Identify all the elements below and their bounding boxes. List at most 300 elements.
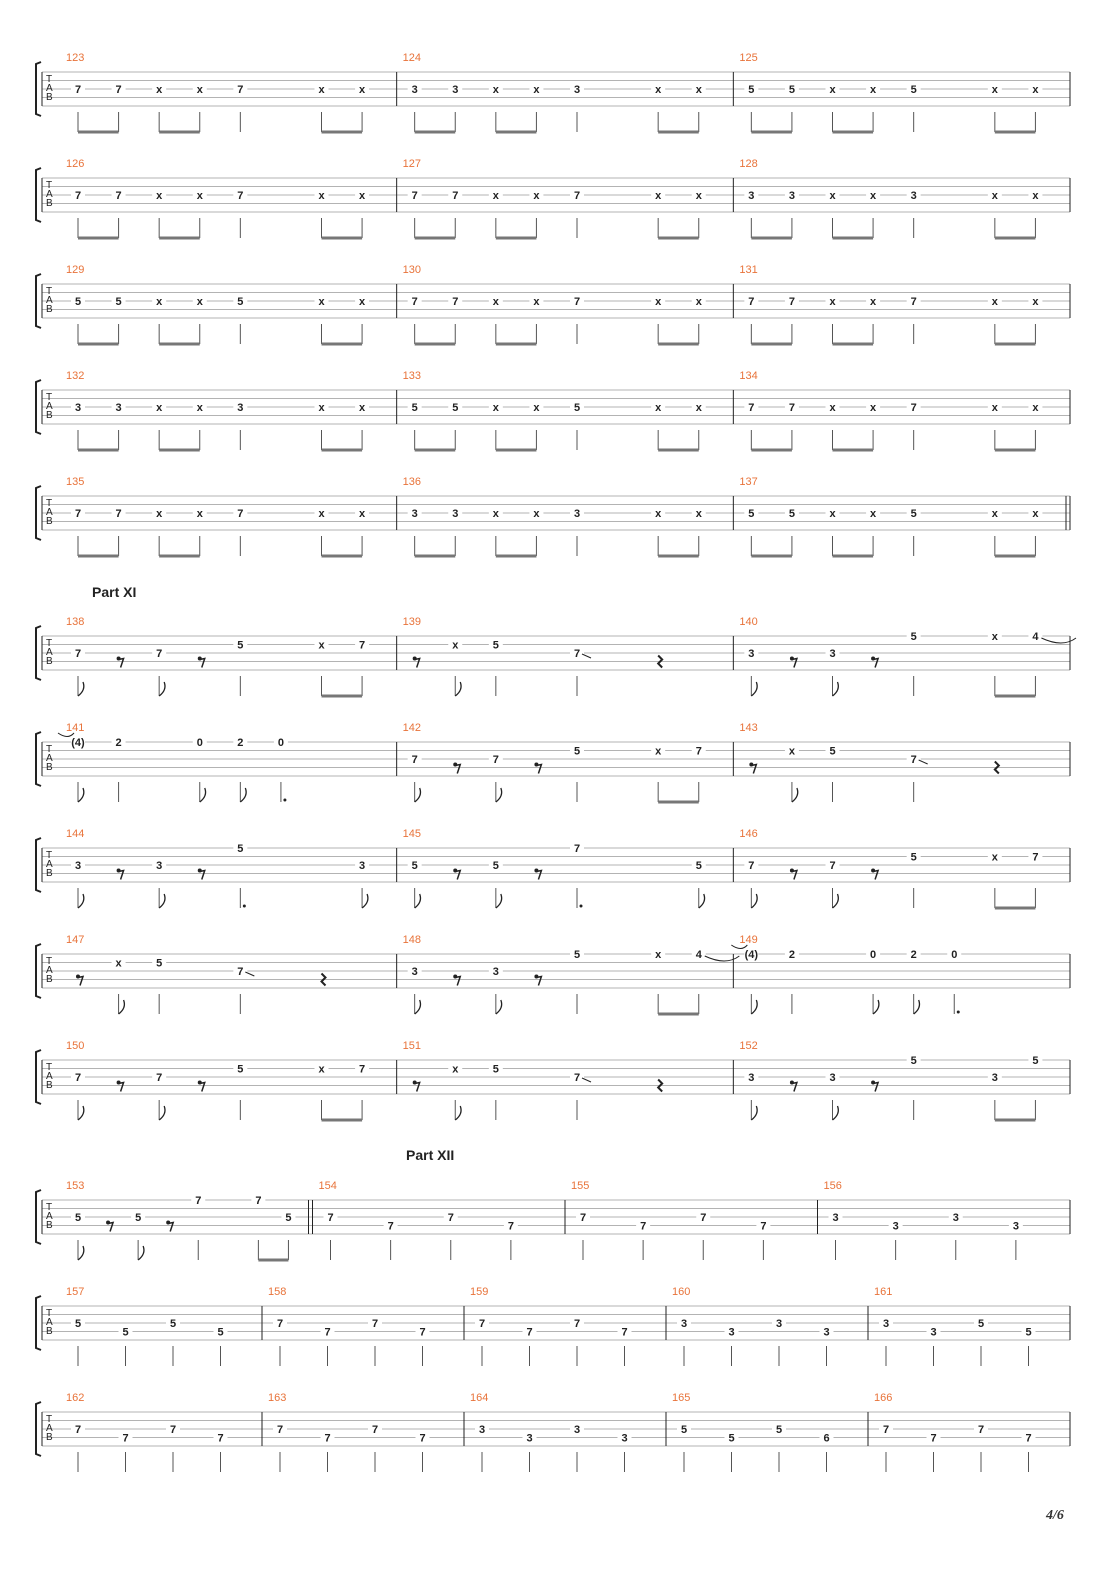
fret-number: 7 [640,1220,647,1233]
measure-number: 166 [874,1392,893,1404]
tab-clef-letter: T [46,1062,53,1073]
eighth-rest [415,1083,420,1092]
note-flag [833,682,839,696]
eighth-rest [751,765,756,774]
fret-number: x [156,296,163,308]
eighth-rest [873,871,878,880]
beam [496,449,537,452]
fret-number: 5 [74,1212,82,1224]
fret-number: 7 [237,190,244,202]
measure-number: 130 [402,264,422,276]
measure-number: 158 [268,1286,287,1298]
fret-number: x [492,402,499,414]
fret-number: x [196,190,203,202]
fret-number: 5 [452,402,459,414]
fret-number: 3 [621,1432,628,1445]
beam [496,237,537,240]
fret-number: x [359,402,366,414]
note-flag [833,894,839,908]
fret-number: 5 [135,1212,142,1224]
note-flag [792,788,798,802]
fret-number: 5 [829,745,836,758]
note-flag [159,894,165,908]
fret-number: x [695,402,702,414]
measure-number: 136 [402,476,422,488]
fret-number: 7 [748,860,755,872]
fret-number: x [318,508,325,520]
measure-number: 145 [402,828,422,840]
fret-number: 7 [573,1072,581,1084]
quarter-rest [322,974,326,986]
note-flag [362,894,368,908]
measure-number: 154 [318,1180,337,1192]
fret-number: 7 [156,648,163,660]
note-flag [159,1106,165,1120]
fret-number: 5 [74,1318,82,1330]
beam [496,555,537,558]
beam [415,237,456,240]
fret-number: 7 [324,1326,331,1339]
tab-clef-letter: B [46,1080,53,1091]
fret-number: x [492,190,499,202]
fret-number: 7 [359,639,366,652]
fret-number: 7 [930,1432,937,1445]
tab-system [36,52,1070,134]
measure-number: 155 [571,1180,590,1192]
fret-number: 3 [930,1326,937,1339]
beam [159,237,200,240]
fret-number: 3 [910,190,917,202]
fret-number: x [1032,402,1039,414]
system-bracket [36,380,41,434]
tab-clef-letter: B [46,1432,53,1443]
fret-number: 5 [1032,1055,1039,1067]
fret-number: 5 [775,1424,783,1436]
measure-number: 148 [402,934,422,946]
tab-clef-letter: A [46,1211,53,1222]
fret-number: 0 [196,737,203,749]
fret-number: x [533,296,540,308]
fret-number: 3 [728,1326,735,1339]
fret-number: 5 [680,1424,688,1436]
fret-number: 3 [452,508,459,520]
tab-clef-letter: T [46,392,53,403]
tab-clef-letter: T [46,956,53,967]
note-flag [751,1000,757,1014]
fret-number: 5 [411,860,418,872]
fret-number: 7 [237,84,244,96]
eighth-rest [792,871,797,880]
beam [415,343,456,346]
fret-number: 7 [74,508,82,520]
fret-number: x [870,402,877,414]
beam [415,449,456,452]
note-flag [833,1106,839,1120]
beam [78,555,119,558]
fret-number: 7 [74,190,82,202]
fret-number: 7 [276,1424,284,1436]
note-flag [119,1000,125,1014]
fret-number: 3 [748,190,755,202]
tab-system [36,722,1070,804]
measure-number: 124 [402,52,422,64]
eighth-rest [792,659,797,668]
system-bracket [36,62,41,116]
fret-number: 0 [951,949,958,961]
tab-clef-letter: B [46,410,53,421]
measure-number: 162 [66,1392,85,1404]
fret-number: 5 [977,1318,985,1330]
note-flag [751,894,757,908]
measure-number: 140 [739,616,758,628]
fret-number: 3 [492,966,499,978]
fret-number: 5 [285,1212,292,1224]
fret-number: x [156,508,163,520]
note-flag [78,1106,84,1120]
fret-number: 3 [452,84,459,96]
fret-number: 7 [74,1072,82,1084]
fret-number: 7 [452,190,459,202]
fret-number: x [318,639,325,652]
tab-system [36,616,1076,698]
fret-number: x [318,1063,325,1076]
note-flag [751,1106,757,1120]
tab-clef-letter: B [46,304,53,315]
beam [496,343,537,346]
tab-clef-letter: T [46,744,53,755]
fret-number: 3 [411,508,418,520]
fret-number: 7 [387,1220,394,1233]
fret-number: 3 [359,860,366,872]
eighth-rest [536,977,541,986]
beam [159,449,200,452]
fret-number: x [492,508,499,520]
beam [833,449,874,452]
fret-number: 3 [829,1072,836,1084]
note-flag [78,1246,84,1260]
quarter-rest [658,656,662,668]
tab-clef-letter: A [46,647,53,658]
system-bracket [36,1190,41,1244]
fret-number: 5 [1025,1326,1032,1339]
fret-number: 2 [910,949,917,961]
eighth-rest [200,659,205,668]
fret-number: x [533,190,540,202]
fret-number: 3 [748,648,755,660]
note-flag [200,788,206,802]
fret-number: 7 [419,1432,426,1445]
tab-system [36,934,1070,1016]
fret-number: 7 [74,84,82,96]
tab-clef-letter: B [46,1326,53,1337]
note-flag [415,788,421,802]
fret-number: x [318,402,325,414]
measure-number: 157 [66,1286,85,1298]
fret-number: x [196,508,203,520]
fret-number: 7 [195,1195,202,1207]
fret-number: x [1032,84,1039,96]
beam [159,343,200,346]
fret-number: 7 [695,745,702,758]
eighth-rest [119,1083,124,1092]
fret-number: x [991,631,998,643]
fret-number: 7 [156,1072,163,1084]
fret-number: x [829,508,836,520]
fret-number: 3 [882,1318,890,1330]
tab-system [36,828,1070,910]
fret-number: x [655,190,662,202]
system-bracket [36,168,41,222]
fret-number: 7 [748,402,755,414]
fret-number: 3 [156,860,163,872]
fret-number: x [870,296,877,308]
tab-clef-letter: T [46,1308,53,1319]
measure-number: 135 [66,476,85,488]
fret-number: x [533,402,540,414]
fret-number: 7 [507,1220,514,1233]
beam [78,449,119,452]
fret-number: x [829,402,836,414]
fret-number: x [695,508,702,520]
eighth-rest [415,659,420,668]
measure-number: 165 [672,1392,691,1404]
eighth-rest [119,871,124,880]
fret-number: x [492,296,499,308]
system-bracket [36,274,41,328]
fret-number: 3 [74,860,82,872]
note-flag [914,1000,920,1014]
fret-number: 7 [621,1326,628,1339]
fret-number: x [1032,508,1039,520]
fret-number: 7 [115,84,122,96]
fret-number: 5 [237,639,244,652]
note-flag [78,788,84,802]
measure-number: 149 [739,934,758,946]
fret-number: x [359,508,366,520]
measure-number: 131 [739,264,758,276]
fret-number: 7 [1032,851,1039,864]
fret-number: x [991,851,998,864]
system-bracket [36,626,41,680]
tab-system [36,370,1070,452]
note-flag [496,1000,502,1014]
fret-number: 7 [788,296,795,308]
measure-number: 132 [66,370,85,382]
beam [322,343,363,346]
fret-number: x [788,745,795,758]
fret-number: 3 [115,402,122,414]
measure-number: 142 [402,722,422,734]
eighth-rest [119,659,124,668]
fret-number: x [655,508,662,520]
fret-number: 3 [823,1326,830,1339]
fret-number: x [695,296,702,308]
beam [322,237,363,240]
measure-number: 164 [470,1392,489,1404]
measure-number: 139 [402,616,422,628]
fret-number: 7 [977,1424,985,1436]
fret-number: 5 [115,296,122,308]
fret-number: 7 [700,1212,707,1224]
fret-number: 3 [748,1072,755,1084]
eighth-rest [78,977,83,986]
tie [705,956,740,961]
fret-number: 5 [156,957,163,970]
note-flag [240,788,246,802]
fret-number: 7 [788,402,795,414]
measure-number: 153 [66,1180,85,1192]
note-flag [455,1106,461,1120]
fret-number: 3 [952,1212,959,1224]
fret-number: 5 [695,860,702,872]
fret-number: x [655,745,662,758]
measure-number: 126 [66,158,85,170]
fret-number: 7 [327,1212,334,1224]
fret-number: 7 [371,1318,379,1330]
fret-number: 7 [829,860,836,872]
fret-number: 7 [411,190,418,202]
fret-number: 7 [478,1318,486,1330]
fret-number: 3 [411,84,418,96]
beam [995,449,1036,452]
beam [751,237,792,240]
tab-clef-letter: A [46,1317,53,1328]
eighth-rest [455,871,460,880]
beam [995,237,1036,240]
fret-number: x [870,84,877,96]
fret-number: x [991,190,998,202]
tab-clef-letter: T [46,1202,53,1213]
beam [833,237,874,240]
fret-number: 2 [237,737,244,749]
tie [1041,638,1076,643]
measure-number: 125 [739,52,758,64]
tab-clef-letter: A [46,189,53,200]
fret-number: 7 [74,1424,82,1436]
eighth-rest [792,1083,797,1092]
note-flag [415,894,421,908]
tab-system [36,1180,1070,1262]
fret-number: x [533,508,540,520]
fret-number: x [991,508,998,520]
tab-clef-letter: B [46,974,53,985]
beam [995,343,1036,346]
eighth-rest [536,765,541,774]
beam [322,555,363,558]
fret-number: x [1032,296,1039,308]
fret-number: 7 [276,1318,284,1330]
measure-number: 156 [823,1180,842,1192]
fret-number: 3 [832,1212,839,1224]
beam [833,343,874,346]
note-flag [78,682,84,696]
beam [322,695,363,698]
fret-number: x [156,190,163,202]
tab-system [36,1286,1070,1366]
fret-number: 7 [573,1318,581,1330]
measure-number: 150 [66,1040,85,1052]
section-label: Part XII [406,1147,455,1163]
beam [995,1119,1036,1122]
tab-system [36,158,1070,240]
fret-number: 7 [573,648,581,660]
beam [78,237,119,240]
fret-number: x [359,190,366,202]
measure-number: 147 [66,934,85,946]
fret-number: 5 [237,296,244,308]
dot [580,905,583,908]
fret-number: 7 [237,508,244,520]
fret-number: 3 [573,508,581,520]
beam [833,555,874,558]
dot [283,799,286,802]
fret-number: x [991,296,998,308]
tab-clef-letter: T [46,180,53,191]
note-flag [78,894,84,908]
beam [658,801,699,804]
fret-number: 7 [910,402,917,414]
fret-number: x [991,402,998,414]
tab-clef-letter: B [46,1220,53,1231]
fret-number: 7 [115,508,122,520]
measure-number: 159 [470,1286,489,1298]
fret-number: 5 [169,1318,177,1330]
tab-clef-letter: A [46,753,53,764]
fret-number: x [695,190,702,202]
fret-number: x [829,84,836,96]
note-flag [699,894,705,908]
beam [995,555,1036,558]
fret-number: 0 [870,949,877,961]
fret-number: 3 [680,1318,688,1330]
measure-number: 127 [402,158,422,170]
fret-number: 2 [115,737,122,749]
measure-number: 146 [739,828,758,840]
fret-number: 7 [419,1326,426,1339]
beam [658,131,699,134]
fret-number: x [829,296,836,308]
fret-number: 7 [324,1432,331,1445]
measure-number: 128 [739,158,758,170]
beam [496,131,537,134]
fret-number: x [318,190,325,202]
fret-number: 5 [492,639,499,652]
fret-number: 5 [492,1063,499,1076]
system-bracket [36,1050,41,1104]
eighth-rest [108,1223,113,1232]
tab-clef-letter: A [46,965,53,976]
fret-number: 7 [573,190,581,202]
fret-number: 7 [760,1220,767,1233]
fret-number: 7 [411,296,418,308]
system-bracket [36,1402,41,1456]
fret-number: 5 [237,843,244,855]
beam [833,131,874,134]
fret-number: 7 [74,648,82,660]
beam [415,555,456,558]
beam [658,343,699,346]
fret-number: (4) [744,949,759,961]
fret-number: x [695,84,702,96]
dot [957,1011,960,1014]
tab-clef-letter: A [46,83,53,94]
fret-number: x [452,1063,459,1076]
note-flag [455,682,461,696]
measure-number: 138 [66,616,85,628]
fret-number: x [359,84,366,96]
fret-number: 7 [255,1195,262,1207]
fret-number: x [115,957,122,970]
